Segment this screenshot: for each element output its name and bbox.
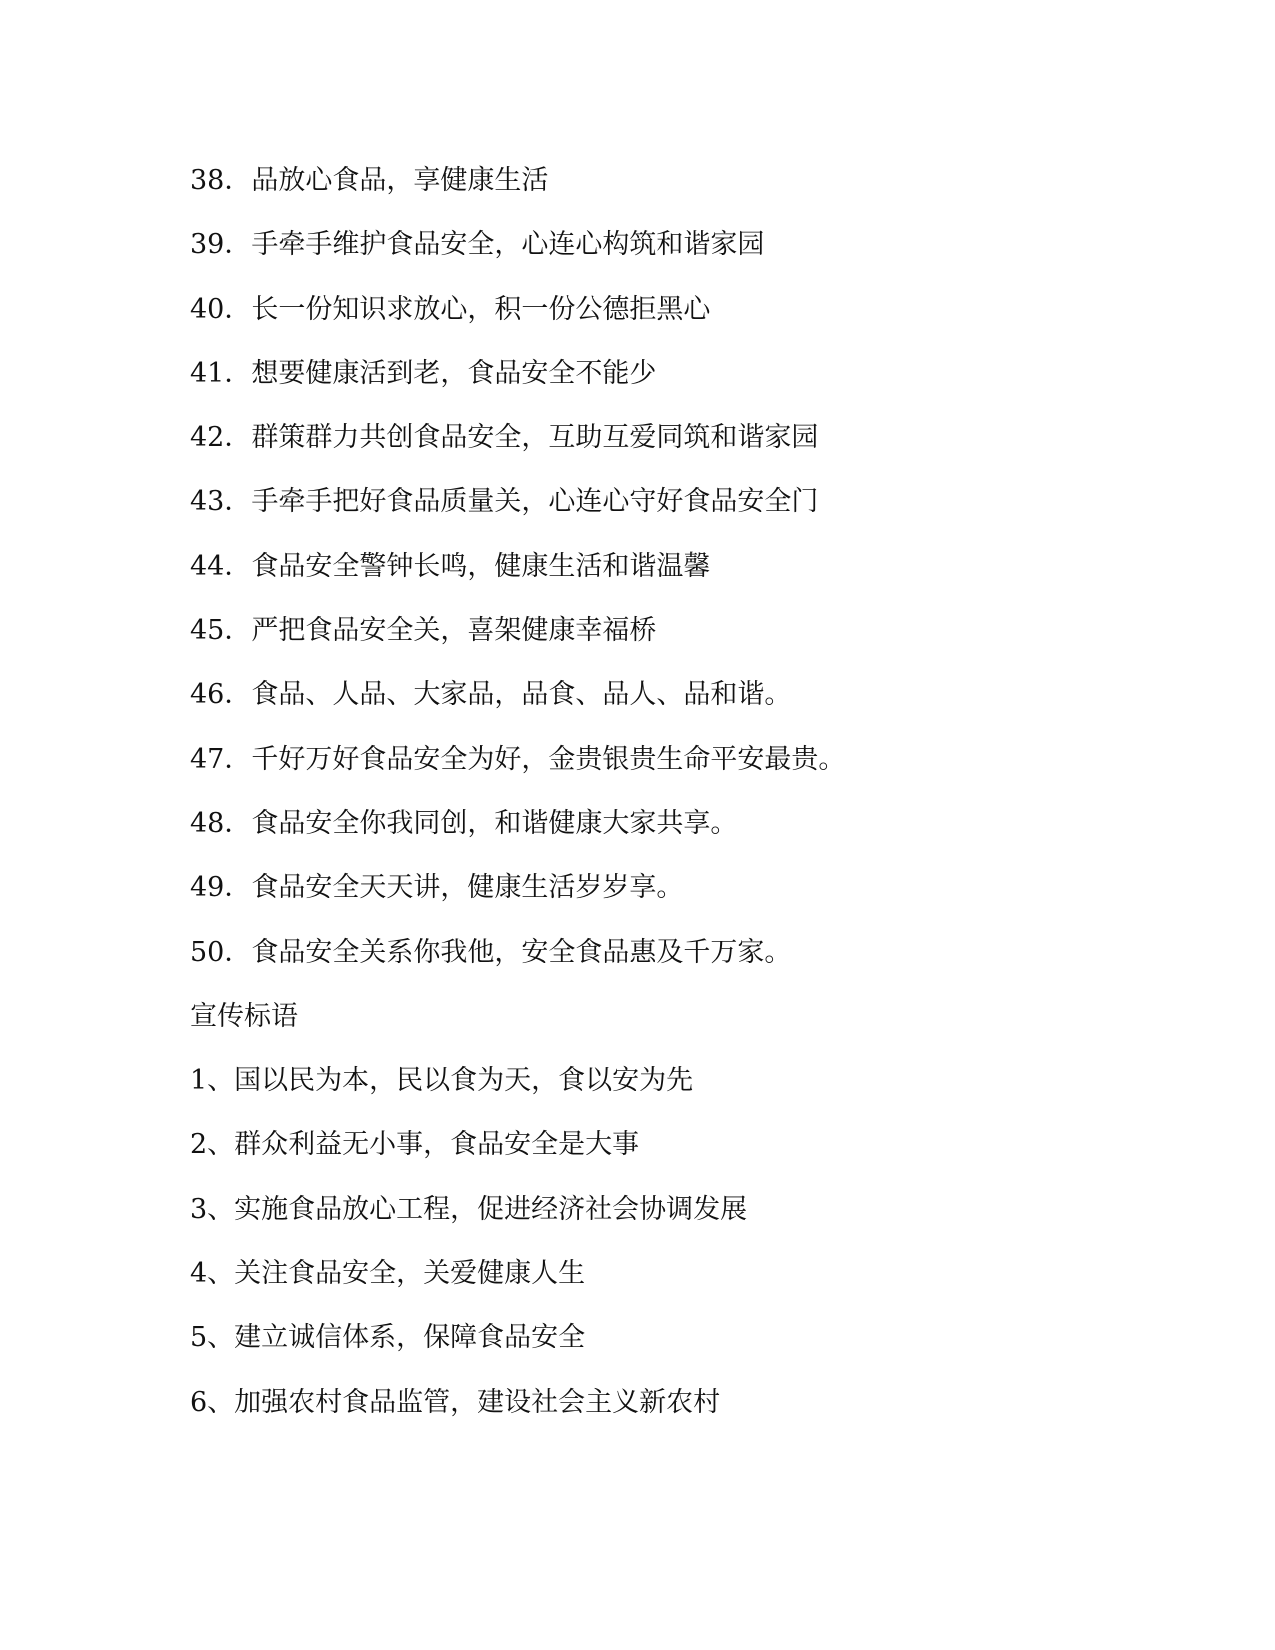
section-heading: 宣传标语 bbox=[190, 1000, 298, 1032]
slogan-line: 42．群策群力共创食品安全，互助互爱同筑和谐家园 bbox=[190, 422, 819, 454]
slogan-line: 48．食品安全你我同创，和谐健康大家共享。 bbox=[190, 807, 738, 839]
slogan-line: 43．手牵手把好食品质量关，心连心守好食品安全门 bbox=[190, 486, 819, 518]
slogan-line: 50．食品安全关系你我他，安全食品惠及千万家。 bbox=[190, 936, 792, 968]
slogan-line: 4、关注食品安全，关爱健康人生 bbox=[190, 1258, 586, 1290]
slogan-line: 2、群众利益无小事，食品安全是大事 bbox=[190, 1129, 640, 1161]
slogan-line: 1、国以民为本，民以食为天，食以安为先 bbox=[190, 1065, 694, 1097]
slogan-line: 6、加强农村食品监管，建设社会主义新农村 bbox=[190, 1386, 721, 1418]
slogan-line: 5、建立诚信体系，保障食品安全 bbox=[190, 1322, 586, 1354]
slogan-list bbox=[190, 161, 1090, 1447]
slogan-line: 49．食品安全天天讲，健康生活岁岁享。 bbox=[190, 872, 684, 904]
slogan-line: 3、实施食品放心工程，促进经济社会协调发展 bbox=[190, 1193, 748, 1225]
slogan-line: 46．食品、人品、大家品，品食、品人、品和谐。 bbox=[190, 679, 792, 711]
slogan-line: 44．食品安全警钟长鸣，健康生活和谐温馨 bbox=[190, 550, 711, 582]
slogan-line: 38．品放心食品，享健康生活 bbox=[190, 165, 549, 196]
slogan-line: 47．千好万好食品安全为好，金贵银贵生命平安最贵。 bbox=[190, 743, 846, 775]
slogan-line: 39．手牵手维护食品安全，心连心构筑和谐家园 bbox=[190, 229, 765, 261]
slogan-line: 41．想要健康活到老，食品安全不能少 bbox=[190, 357, 657, 389]
slogan-line: 45．严把食品安全关，喜架健康幸福桥 bbox=[190, 615, 657, 647]
slogan-line: 40．长一份知识求放心，积一份公德拒黑心 bbox=[190, 293, 711, 325]
